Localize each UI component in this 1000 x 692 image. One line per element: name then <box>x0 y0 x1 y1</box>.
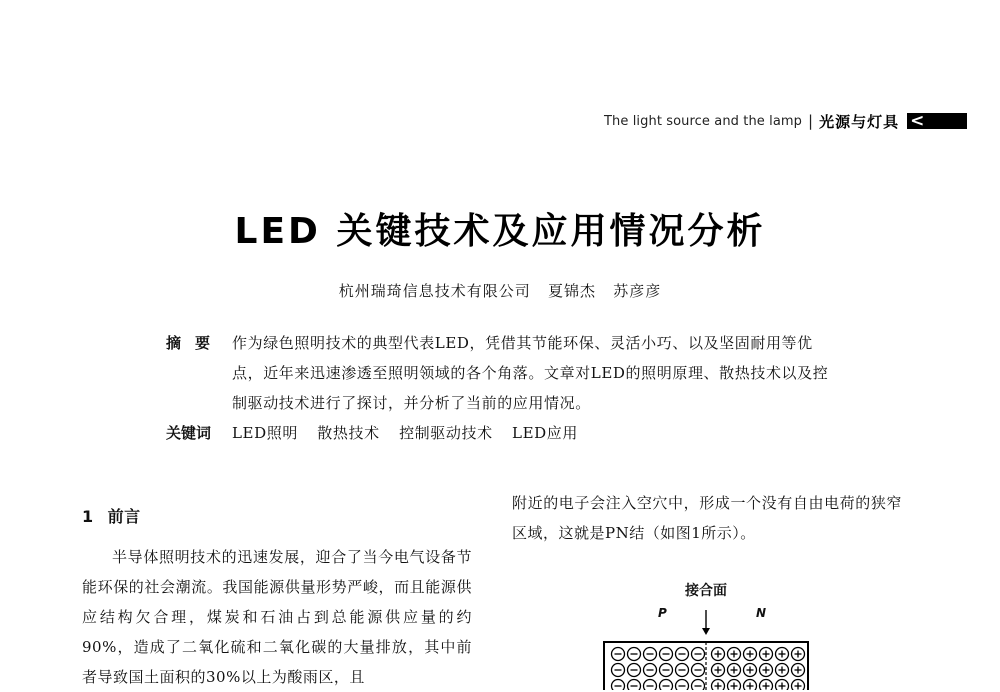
header-separator: | <box>808 112 814 130</box>
abstract-block <box>166 328 846 448</box>
negative-ion-icon <box>660 680 673 691</box>
abstract-text: 作为绿色照明技术的典型代表LED，凭借其节能环保、灵活小巧、以及坚固耐用等优点，近年来迅速渗透至照明领域的各个角落。文章对LED的照明原理、散热技术以及控制驱动技术进行了探讨，并分析了当前的应用情况。 <box>232 334 829 412</box>
keywords-text: LED照明 散热技术 控制驱动技术 LED应用 <box>232 424 578 442</box>
section-heading <box>82 502 472 532</box>
body-paragraph-continued: 附近的电子会注入空穴中，形成一个没有自由电荷的狭窄区域，这就是PN结（如图1所示）。 <box>512 494 902 542</box>
negative-ion-icon <box>628 680 641 691</box>
header-section-chinese: 光源与灯具 <box>819 112 900 131</box>
negative-ion-icon <box>676 680 689 691</box>
negative-ion-icon <box>692 680 705 691</box>
chevron-left-icon: < <box>910 111 925 131</box>
body-paragraph: 半导体照明技术的迅速发展，迎合了当今电气设备节能环保的社会潮流。我国能源供量形势严峻，而且能源供应结构欠合理，煤炭和石油占到总能源供应量的约90%，造成了二氧化硫和二氧化碳的大量排放，其中前者导致国土面积的30%以上为酸雨区，且 <box>82 548 472 686</box>
arrow-head-icon <box>702 628 710 635</box>
pn-junction-diagram <box>596 610 816 690</box>
author-line: 杭州瑞琦信息技术有限公司 夏锦杰 苏彦彦 <box>338 282 662 300</box>
p-region-carriers <box>612 648 705 691</box>
pn-junction-figure <box>596 580 816 690</box>
running-header <box>604 110 967 132</box>
keywords-label: 关键词 <box>166 424 212 442</box>
left-column <box>82 502 472 692</box>
p-region-label: P <box>658 606 667 620</box>
abstract-row <box>166 328 846 418</box>
right-column <box>512 488 902 548</box>
abstract-label: 摘要 <box>166 334 225 352</box>
junction-label: 接合面 <box>685 583 727 599</box>
negative-ion-icon <box>644 680 657 691</box>
n-region-carriers <box>712 648 805 691</box>
header-section-english: The light source and the lamp <box>604 113 803 129</box>
negative-ion-icon <box>612 680 625 691</box>
section-title: 前言 <box>107 507 141 526</box>
n-region-label: N <box>756 606 767 620</box>
header-black-block <box>907 113 967 129</box>
section-number: 1 <box>82 507 94 526</box>
article-title: LED 关键技术及应用情况分析 <box>234 211 766 252</box>
keywords-row <box>166 418 846 448</box>
